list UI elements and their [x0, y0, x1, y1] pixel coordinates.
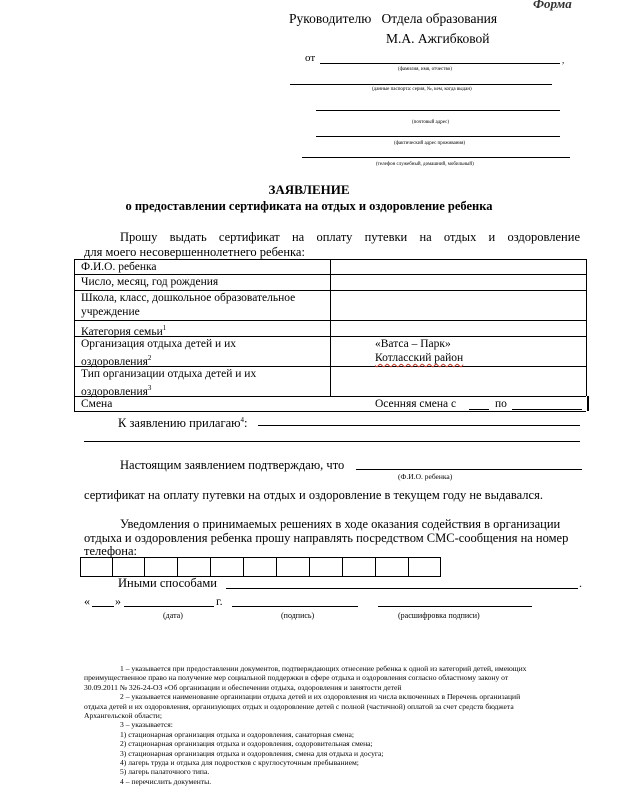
footnote-line: отдыха детей и их оздоровления, организующих отдых и оздоровление детей с полной (частичной) оплатой за счет средств бюджета	[84, 701, 514, 711]
shift-start-field[interactable]	[469, 409, 489, 410]
footnote-line: 1) стационарная организация отдыха и оздоровления, санаторная смена;	[120, 729, 355, 739]
footnote-ref-2: 2	[147, 354, 152, 362]
actual-address-line[interactable]	[316, 136, 560, 137]
label-org-2-text: оздоровления	[81, 355, 148, 368]
footnote-line: Архангельской области;	[84, 711, 162, 721]
footnote-line: 3 – указывается:	[120, 720, 173, 730]
phone-digit-box[interactable]	[277, 557, 310, 577]
intro-line-1: Прошу выдать сертификат на оплату путевки на отдых и оздоровление	[120, 230, 580, 244]
caption-decode: (расшифровка подписи)	[398, 611, 480, 620]
notify-line-1: Уведомления о принимаемых решениях в ходе оказания содействия в организации	[120, 517, 561, 531]
phone-digit-box[interactable]	[244, 557, 277, 577]
signature-decode-field[interactable]	[378, 606, 532, 607]
phone-digit-box[interactable]	[310, 557, 343, 577]
other-methods-line[interactable]	[226, 588, 578, 589]
other-methods-end: .	[579, 576, 582, 590]
comma-mark: ,	[562, 55, 565, 65]
label-school-1: Школа, класс, дошкольное образовательное	[81, 292, 296, 304]
label-type-2-text: оздоровления	[81, 385, 148, 398]
document-title: ЗАЯВЛЕНИЕ	[268, 182, 350, 197]
footnote-line: 1 – указывается при предоставлении документов, подтверждающих отнесение ребенка к одной из категорий детей, имеющих	[120, 664, 527, 673]
label-org-2	[81, 352, 151, 369]
confirm-line-2: сертификат на оплату путевки на отдых и оздоровление в текущем году не выдавался.	[84, 488, 543, 502]
signature-field[interactable]	[232, 606, 358, 607]
attach-line-2[interactable]	[84, 441, 580, 442]
intro-line-2: для моего несовершеннолетнего ребенка:	[84, 245, 305, 259]
from-prefix: от	[305, 52, 316, 64]
footnote-line: преимущественное право на получение мер социальной поддержки в сфере отдыха и оздоровления согласно областному закону от	[84, 673, 509, 683]
value-shift-from: Осенняя смена с	[375, 398, 457, 410]
value-shift-to: по	[495, 398, 507, 410]
caption-actual: (фактический адрес проживания)	[394, 141, 466, 146]
passport-line[interactable]	[290, 84, 552, 85]
attach-colon: :	[244, 416, 248, 431]
footnote-line: 5) лагерь палаточного типа.	[120, 767, 210, 777]
attach-label	[118, 413, 247, 430]
attach-line-1[interactable]	[258, 425, 580, 426]
postal-line-1[interactable]	[316, 110, 560, 111]
caption-name: (фамилия, имя, отчество)	[398, 67, 452, 72]
confirm-child-line[interactable]	[356, 469, 582, 470]
confirm-text: Настоящим заявлением подтверждаю, что	[120, 458, 345, 472]
attach-label-text: К заявлению прилагаю	[118, 416, 241, 431]
footnote-ref-1: 1	[162, 324, 167, 332]
addressee-line: Руководителю Отдела образования	[289, 11, 498, 26]
footnote-line: 30.09.2011 № 326-24-ОЗ «Об организации и обеспечении отдыха, оздоровления и занятости детей	[84, 682, 402, 692]
footnote-ref-4: 4	[240, 416, 244, 424]
footnote-line: 2) стационарная организация отдыха и оздоровления, оздоровительная смена;	[120, 739, 373, 749]
notify-line-3: телефона:	[84, 544, 138, 558]
phone-digit-box[interactable]	[211, 557, 244, 577]
notify-line-2: отдыха и оздоровления ребенка прошу направлять посредством СМС-сообщения на номер	[84, 531, 569, 545]
label-fio: Ф.И.О. ребенка	[81, 261, 157, 273]
label-category	[81, 322, 166, 339]
phone-digit-box[interactable]	[376, 557, 409, 577]
label-org-1: Организация отдыха детей и их	[81, 338, 236, 350]
footnotes	[84, 664, 596, 786]
phone-line[interactable]	[302, 157, 570, 158]
date-day-field[interactable]	[92, 606, 114, 607]
value-type[interactable]	[331, 367, 585, 395]
footnote-line: 4 – перечислить документы.	[120, 776, 212, 786]
phone-digit-box[interactable]	[409, 557, 441, 577]
phone-digit-box[interactable]	[343, 557, 376, 577]
phone-digit-box[interactable]	[80, 557, 113, 577]
date-year-suffix: г.	[216, 594, 223, 608]
value-org-2[interactable]: Котласский район	[375, 352, 464, 364]
other-methods-label: Иными способами	[118, 576, 217, 590]
value-fio[interactable]	[331, 260, 585, 274]
label-shift: Смена	[81, 398, 113, 410]
date-month-field[interactable]	[124, 606, 214, 607]
phone-digit-box[interactable]	[178, 557, 211, 577]
form-label: Форма	[533, 0, 572, 11]
footnote-line: 2 – указывается наименование организации отдыха детей и их оздоровления из числа включенных в Перечень организаций	[120, 692, 521, 702]
phone-digit-box[interactable]	[145, 557, 178, 577]
confirm-caption: (Ф.И.О. ребенка)	[398, 472, 453, 481]
caption-phone: (телефон служебный, домашний, мобильный)	[376, 162, 474, 167]
label-category-text: Категория семьи	[81, 325, 163, 338]
document-subtitle: о предоставлении сертификата на отдых и оздоровление ребенка	[125, 199, 493, 213]
caption-date: (дата)	[163, 611, 183, 620]
label-dob: Число, месяц, год рождения	[81, 276, 219, 288]
label-school-2: учреждение	[81, 306, 140, 318]
date-open-quote: «	[84, 594, 90, 608]
caption-postal: (почтовый адрес)	[412, 120, 449, 125]
shift-end-field[interactable]	[512, 409, 582, 410]
footnote-line: 4) лагерь труда и отдыха для подростков с круглосуточным пребыванием;	[120, 758, 359, 768]
label-type-2	[81, 382, 151, 399]
phone-digit-box[interactable]	[112, 557, 145, 577]
label-type-1: Тип организации отдыха детей и их	[81, 368, 257, 380]
footnote-ref-3: 3	[147, 384, 152, 392]
value-dob[interactable]	[331, 275, 585, 289]
caption-passport: (данные паспорта: серия, №, кем, когда выдан)	[372, 87, 472, 92]
addressee-name: М.А. Ажгибковой	[386, 31, 490, 46]
value-org-1[interactable]: «Ватса – Парк»	[375, 338, 451, 350]
value-category[interactable]	[331, 321, 585, 335]
value-school[interactable]	[331, 291, 585, 319]
applicant-name-line[interactable]	[320, 63, 560, 64]
caption-sign: (подпись)	[281, 611, 315, 620]
footnote-line: 3) стационарная организация отдыха и оздоровления, смена для отдыха и досуга;	[120, 748, 384, 758]
date-close-quote: »	[115, 594, 121, 608]
